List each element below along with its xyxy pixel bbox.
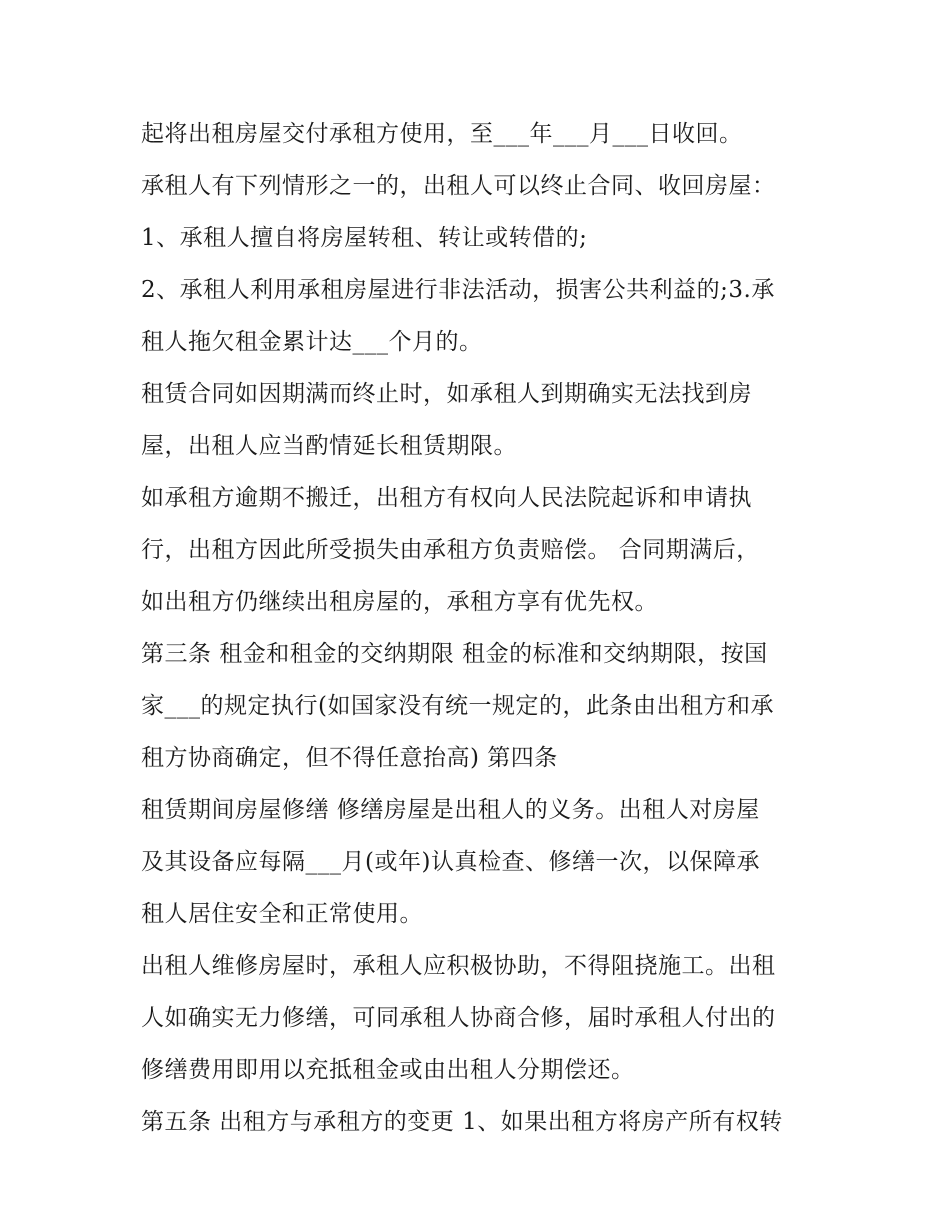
text-line: 承租人有下列情形之一的，出租人可以终止合同、收回房屋： xyxy=(141,173,776,199)
text-line: 及其设备应每隔___月(或年)认真检查、修缮一次，以保障承 xyxy=(141,849,760,875)
text-line: 起将出租房屋交付承租方使用，至___年___月___日收回。 xyxy=(141,121,743,147)
text-line: 第五条 出租方与承租方的变更 1、如果出租方将房产所有权转 xyxy=(141,1109,783,1135)
text-line: 如出租方仍继续出租房屋的，承租方享有优先权。 xyxy=(141,589,658,615)
text-line: 1、承租人擅自将房屋转租、转让或转借的; xyxy=(141,225,588,251)
text-line: 行，出租方因此所受损失由承租方负责赔偿。 合同期满后， xyxy=(141,537,760,563)
text-line: 租人拖欠租金累计达___个月的。 xyxy=(141,329,483,355)
text-line: 人如确实无力修缮，可同承租人协商合修，届时承租人付出的 xyxy=(141,1005,776,1031)
text-line: 租人居住安全和正常使用。 xyxy=(141,901,423,927)
text-line: 屋，出租人应当酌情延长租赁期限。 xyxy=(141,433,517,459)
text-line: 租赁期间房屋修缮 修缮房屋是出租人的义务。出租人对房屋 xyxy=(141,797,760,823)
text-line: 租赁合同如因期满而终止时，如承租人到期确实无法找到房 xyxy=(141,381,752,407)
text-line: 家___的规定执行(如国家没有统一规定的，此条由出租方和承 xyxy=(141,693,774,719)
text-line: 修缮费用即用以充抵租金或由出租人分期偿还。 xyxy=(141,1057,635,1083)
text-line: 出租人维修房屋时，承租人应积极协助，不得阻挠施工。出租 xyxy=(141,953,776,979)
contract-text xyxy=(141,108,831,1148)
text-line: 如承租方逾期不搬迁，出租方有权向人民法院起诉和申请执 xyxy=(141,485,752,511)
text-line: 租方协商确定，但不得任意抬高) 第四条 xyxy=(141,745,558,771)
text-line: 2、承租人利用承租房屋进行非法活动，损害公共利益的;3.承 xyxy=(141,277,775,303)
text-line: 第三条 租金和租金的交纳期限 租金的标准和交纳期限，按国 xyxy=(141,641,768,667)
